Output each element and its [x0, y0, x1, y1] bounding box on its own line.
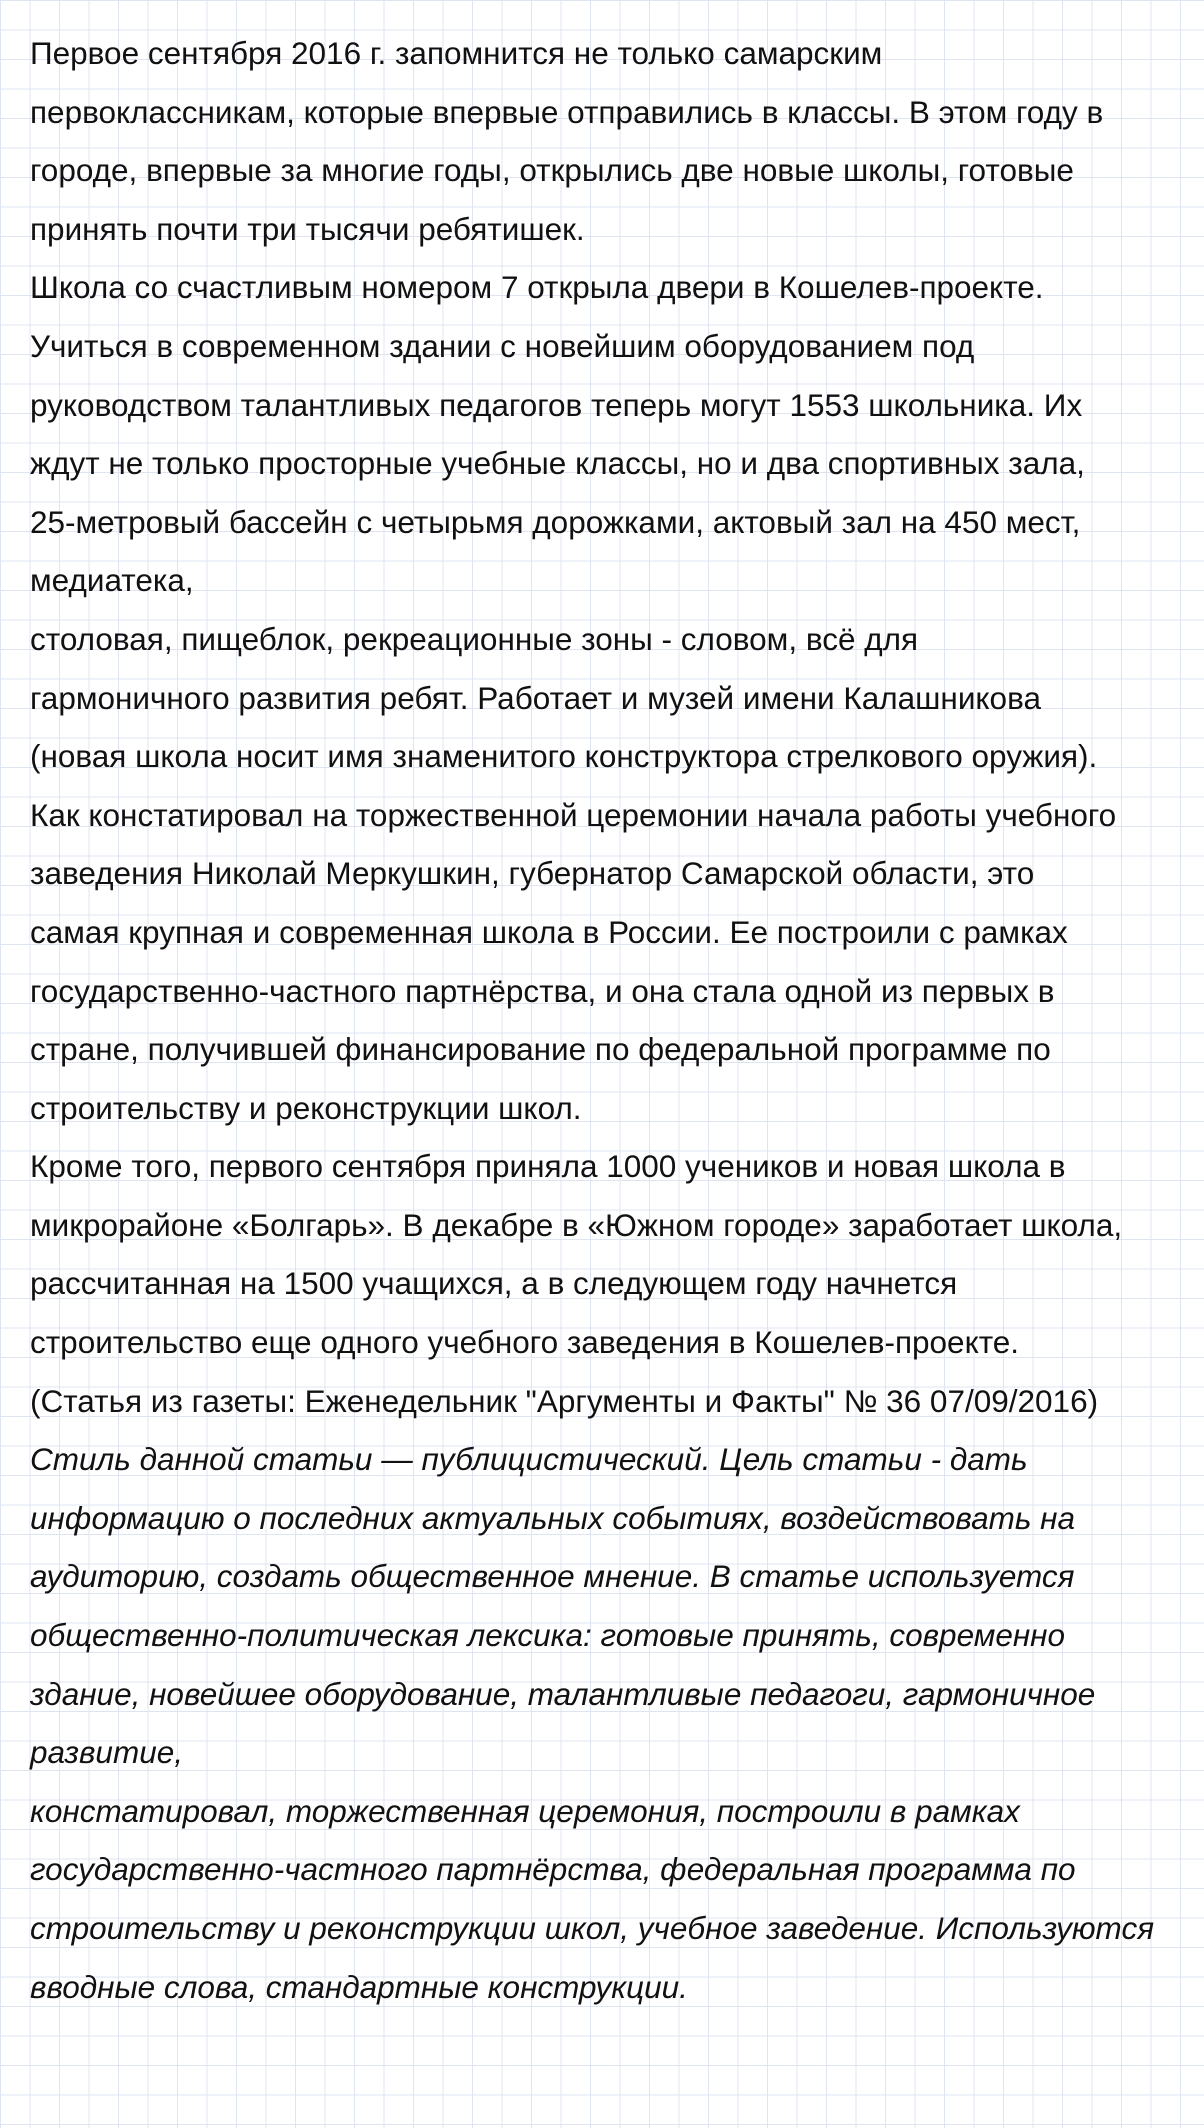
article-line: гармоничного развития ребят. Работает и музей имени Калашникова	[30, 679, 1041, 716]
article-line: медиатека,	[30, 562, 194, 599]
analysis-line: аудиторию, создать общественное мнение. В статье используется	[30, 1558, 1075, 1595]
article-line: рассчитанная на 1500 учащихся, а в следующем году начнется	[30, 1265, 958, 1302]
article-line: (новая школа носит имя знаменитого конструктора стрелкового оружия).	[30, 738, 1098, 775]
article-line: государственно-частного партнёрства, и она стала одной из первых в	[30, 972, 1055, 1009]
article-line: руководством талантливых педагогов теперь могут 1553 школьника. Их	[30, 386, 1083, 423]
analysis-line: Стиль данной статьи — публицистический. Цель статьи - дать	[30, 1441, 1028, 1478]
article-line: Кроме того, первого сентября приняла 1000 учеников и новая школа в	[30, 1148, 1066, 1185]
document-body	[30, 24, 1180, 2016]
article-source-line: (Статья из газеты: Еженедельник "Аргументы и Факты" № 36 07/09/2016)	[30, 1382, 1099, 1419]
analysis-line: констатировал, торжественная церемония, построили в рамках	[30, 1792, 1020, 1829]
analysis-line: вводные слова, стандартные конструкции.	[30, 1968, 688, 2005]
article-line: заведения Николай Меркушкин, губернатор Самарской области, это	[30, 855, 1035, 892]
article-line: Учиться в современном здании с новейшим оборудованием под	[30, 327, 975, 364]
article-line: строительству и реконструкции школ.	[30, 1089, 582, 1126]
article-line: 25-метровый бассейн с четырьмя дорожками, актовый зал на 450 мест,	[30, 503, 1081, 540]
article-line: столовая, пищеблок, рекреационные зоны - словом, всё для	[30, 620, 919, 657]
article-line: первоклассникам, которые впервые отправились в классы. В этом году в	[30, 93, 1104, 130]
analysis-text	[30, 1430, 1180, 2016]
analysis-line: строительству и реконструкции школ, учебное заведение. Используются	[30, 1910, 1155, 1946]
article-line: городе, впервые за многие годы, открылись две новые школы, готовые	[30, 152, 1074, 189]
article-line: ждут не только просторные учебные классы, но и два спортивных зала,	[30, 445, 1085, 482]
article-line: стране, получившей финансирование по федеральной программе по	[30, 1031, 1051, 1068]
article-line: Как констатировал на торжественной церемонии начала работы учебного	[30, 796, 1117, 833]
analysis-line: государственно-частного партнёрства, федеральная программа по	[30, 1851, 1076, 1888]
analysis-line: развитие,	[30, 1734, 183, 1771]
article-text	[30, 24, 1180, 1430]
article-line: Школа со счастливым номером 7 открыла двери в Кошелев-проекте.	[30, 269, 1044, 306]
analysis-line: информацию о последних актуальных событиях, воздействовать на	[30, 1499, 1076, 1536]
article-line: Первое сентября 2016 г. запомнится не только самарским	[30, 35, 883, 71]
article-line: принять почти три тысячи ребятишек.	[30, 210, 585, 247]
article-line: самая крупная и современная школа в России. Ее построили с рамках	[30, 913, 1068, 950]
analysis-line: здание, новейшее оборудование, талантливые педагоги, гармоничное	[30, 1675, 1096, 1712]
article-line: микрорайоне «Болгарь». В декабре в «Южном городе» заработает школа,	[30, 1206, 1123, 1243]
analysis-line: общественно-политическая лексика: готовые принять, современно	[30, 1617, 1066, 1654]
article-line: строительство еще одного учебного заведения в Кошелев-проекте.	[30, 1324, 1020, 1361]
